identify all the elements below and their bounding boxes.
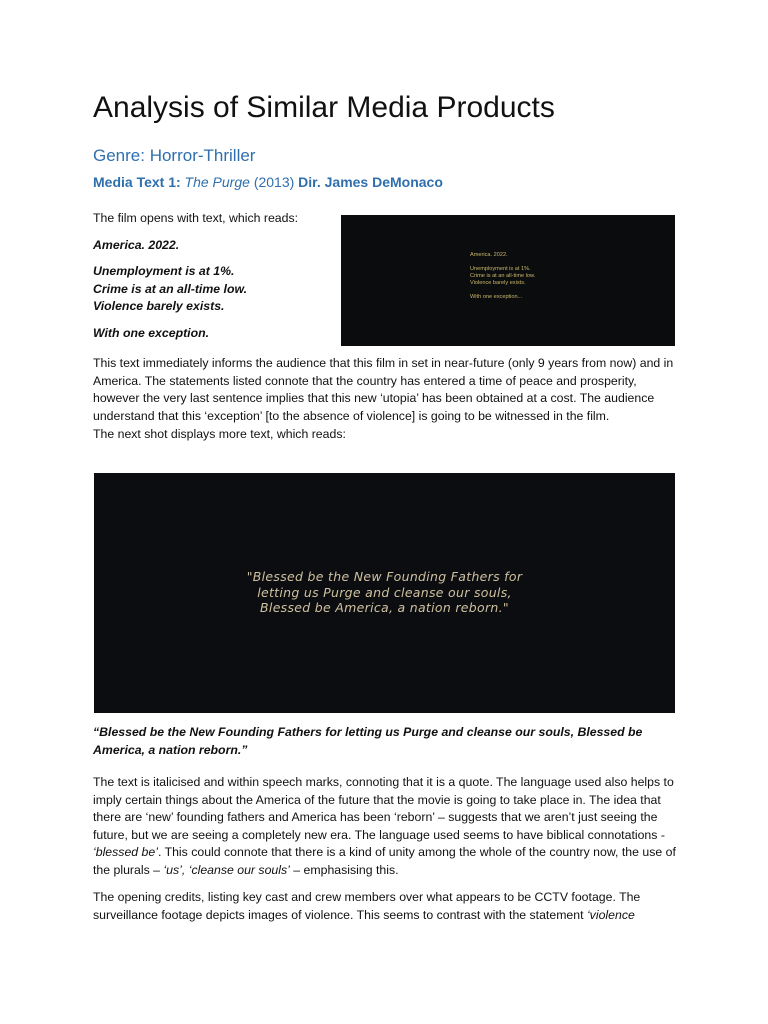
opening-line-3: Crime is at an all-time low.	[93, 281, 247, 296]
film-title: The Purge	[184, 174, 250, 190]
opening-text-block	[93, 210, 333, 342]
film-still-quote	[94, 473, 675, 713]
still-line-1: America. 2022.	[470, 252, 508, 258]
paragraph-analysis-1: This text immediately informs the audience that this film in set in near-future (only 9 years from now) and in America. The statements listed connote that the country has entered a time of peace and prosperity, however the very last sentence implies that this new ‘utopia’ has been obtained at a cost. The audience understand that this ‘exception’ [to the absence of violence] is going to be witnessed in the film.	[93, 356, 674, 423]
opening-line-1: America. 2022.	[93, 237, 180, 252]
still-line-2: Unemployment is at 1%.	[470, 266, 531, 272]
para2-quote-plurals: ‘us’, ‘cleanse our souls’	[163, 862, 290, 877]
quote-still-line-1: "Blessed be the New Founding Fathers for	[246, 569, 523, 584]
film-year: (2013)	[253, 174, 295, 190]
film-still-opening-text	[341, 215, 675, 346]
quote-still-line-2: letting us Purge and cleanse our souls,	[257, 584, 512, 600]
opening-line-2: Unemployment is at 1%.	[93, 264, 235, 278]
still-line-4: Violence barely exists.	[470, 280, 526, 286]
next-shot-intro: The next shot displays more text, which reads:	[93, 427, 346, 441]
film-still-quote-text	[94, 569, 675, 616]
media-text-heading	[93, 172, 443, 192]
still-line-5: With one exception...	[470, 294, 523, 300]
para2-part-e: – emphasising this.	[289, 862, 399, 877]
still-line-3: Crime is at an all-time low.	[470, 273, 536, 279]
opening-line-5: With one exception.	[93, 325, 210, 340]
opening-line-4: Violence barely exists.	[93, 299, 225, 313]
para2-part-a: The text is italicised and within speech marks, connoting that it is a quote. The language used also helps to imply certain things about the America of the future that the movie is going to take place in. The idea that there are ‘new’ founding fathers and America has been ‘reborn’ – suggests that we aren’t just seeing the future, but we are seeing a completely new era. The language used seems to have biblical connotations -	[93, 775, 674, 842]
film-director: Dir. James DeMonaco	[298, 174, 443, 190]
page-title: Analysis of Similar Media Products	[93, 91, 555, 124]
para2-quote-blessed: ‘blessed be’	[93, 845, 158, 859]
para2-part-c: . This could connote that there is a kind of unity among the whole of the country now, the use of the plurals –	[93, 845, 676, 877]
quote-transcription: “Blessed be the New Founding Fathers for letting us Purge and cleanse our souls, Blessed be America, a nation reborn.”	[93, 725, 643, 757]
film-still-caption	[470, 252, 535, 301]
opening-intro: The film opens with text, which reads:	[93, 211, 299, 225]
quote-still-line-3: Blessed be America, a nation reborn."	[260, 600, 509, 615]
paragraph-analysis-2	[93, 774, 683, 879]
genre-heading: Genre: Horror-Thriller	[93, 146, 256, 165]
paragraph-analysis-3	[93, 889, 683, 924]
para3-quote-violence: ‘violence	[586, 907, 635, 922]
media-text-label: Media Text 1:	[93, 174, 181, 190]
para3-part-a: The opening credits, listing key cast and crew members over what appears to be CCTV footage. The surveillance footage depicts images of violence. This seems to contrast with the statement	[93, 890, 641, 922]
